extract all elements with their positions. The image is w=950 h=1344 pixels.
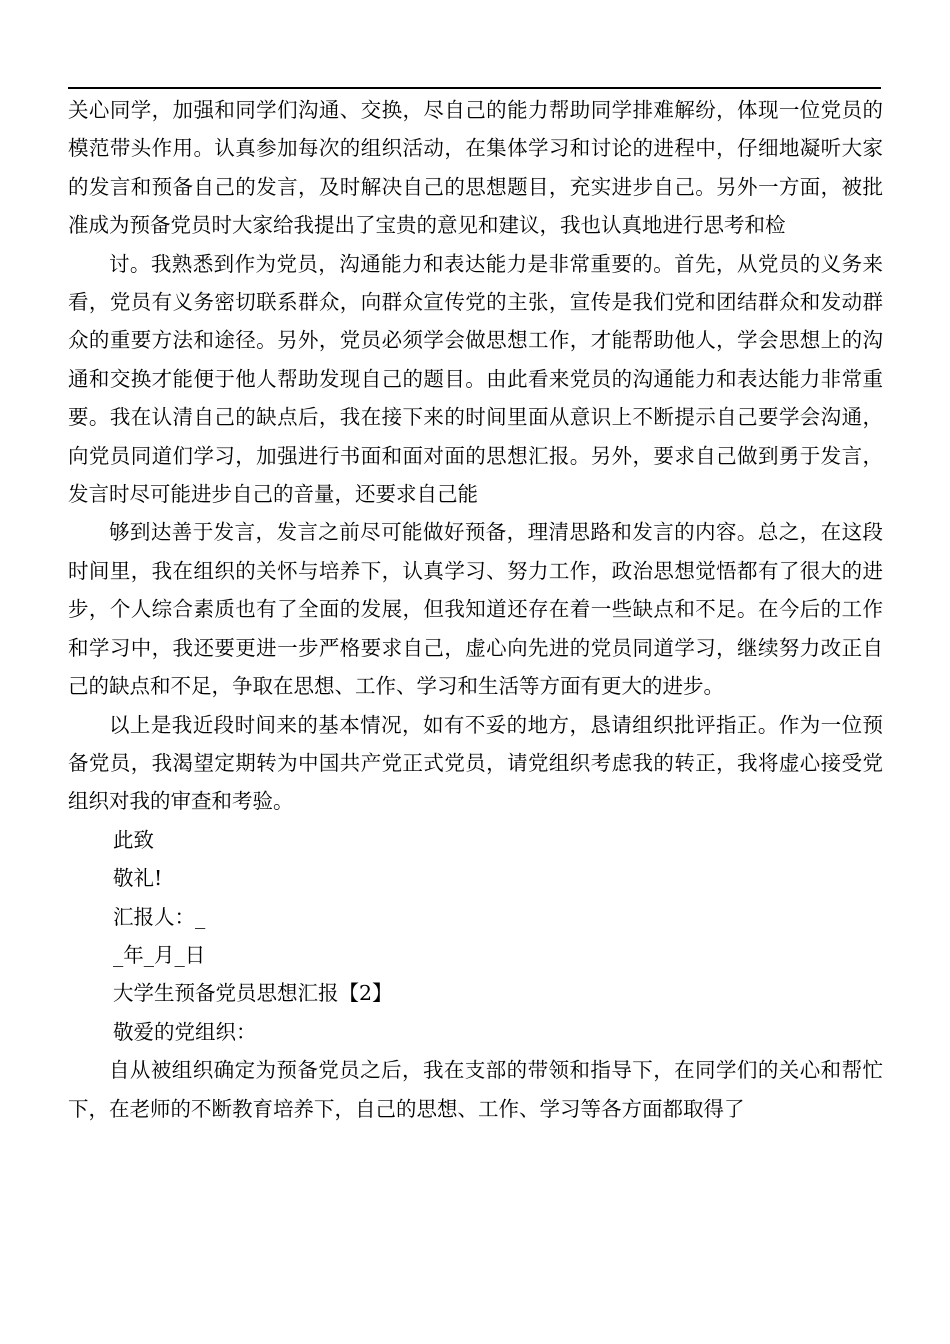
body-paragraph-2: 讨。我熟悉到作为党员，沟通能力和表达能力是非常重要的。首先，从党员的义务来看，党员有义务密切联系群众，向群众宣传党的主张，宣传是我们党和团结群众和发动群众的重要方法和途径。另外，党员必须学会做思想工作，才能帮助他人，学会思想上的沟通和交换才能便于他人帮助发现自己的题目。由此看来党员的沟通能力和表达能力非常重要。我在认清自己的缺点后，我在接下来的时间里面从意识上不断提示自己要学会沟通，向党员同道们学习，加强进行书面和面对面的思想汇报。另外，要求自己做到勇于发言，发言时尽可能进步自己的音量，还要求自己能: [68, 251, 883, 507]
document-body: [68, 91, 883, 1128]
closing-line: 此致: [113, 827, 154, 852]
body-paragraph-5: 自从被组织确定为预备党员之后，我在支部的带领和指导下，在同学们的关心和帮忙下，在老师的不断教育培养下，自己的思想、工作、学习等各方面都取得了: [68, 1058, 883, 1121]
body-paragraph-3: 够到达善于发言，发言之前尽可能做好预备，理清思路和发言的内容。总之，在这段时间里，我在组织的关怀与培养下，认真学习、努力工作，政治思想觉悟都有了很大的进步，个人综合素质也有了全面的发展，但我知道还存在着一些缺点和不足。在今后的工作和学习中，我还要更进一步严格要求自己，虚心向先进的党员同道学习，继续努力改正自己的缺点和不足，争取在思想、工作、学习和生活等方面有更大的进步。: [68, 520, 883, 699]
salute-line: 敬礼!: [113, 866, 163, 891]
section-title: 大学生预备党员思想汇报【2】: [113, 981, 393, 1006]
body-paragraph-1: 关心同学，加强和同学们沟通、交换，尽自己的能力帮助同学排难解纷，体现一位党员的模范带头作用。认真参加每次的组织活动，在集体学习和讨论的进程中，仔细地凝听大家的发言和预备自己的发言，及时解决自己的思想题目，充实进步自己。另外一方面，被批准成为预备党员时大家给我提出了宝贵的意见和建议，我也认真地进行思考和检: [68, 98, 883, 238]
reporter-line: 汇报人：_: [113, 904, 206, 929]
body-paragraph-4: 以上是我近段时间来的基本情况，如有不妥的地方，恳请组织批评指正。作为一位预备党员，我渴望定期转为中国共产党正式党员，请党组织考虑我的转正，我将虚心接受党组织对我的审查和考验。: [68, 712, 883, 814]
greeting-line: 敬爱的党组织：: [113, 1019, 257, 1044]
date-line: _年_月_日: [113, 942, 206, 967]
header-rule: [68, 87, 881, 89]
